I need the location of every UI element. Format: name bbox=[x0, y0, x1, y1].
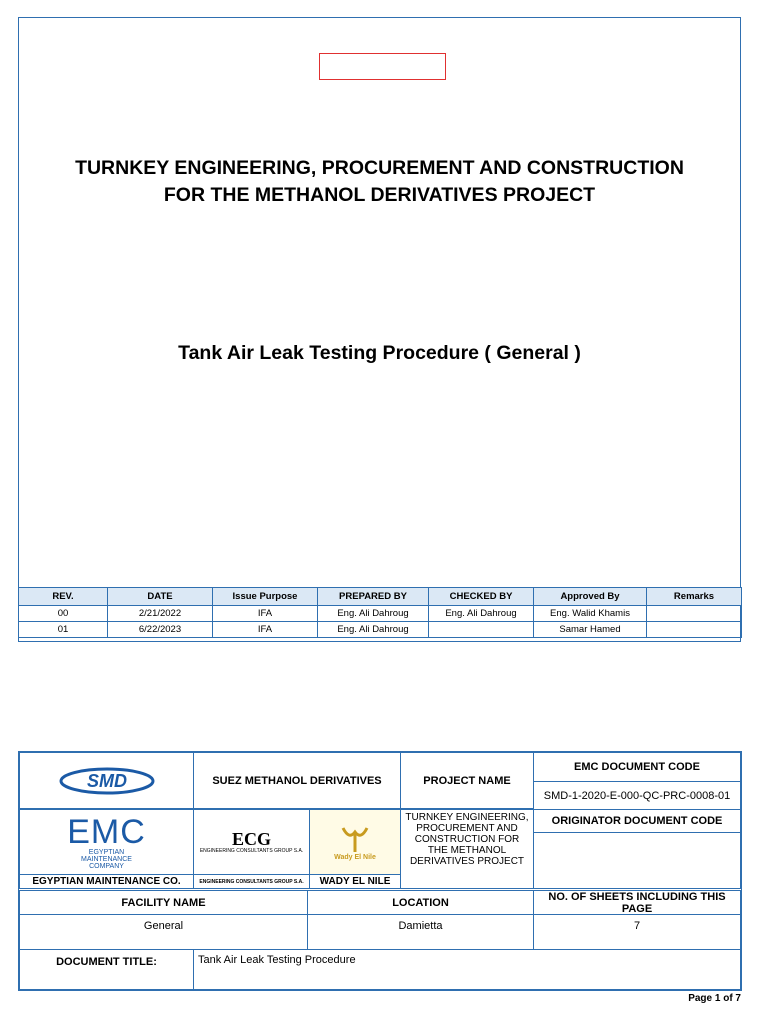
consultant-name: ENGINEERING CONSULTANTS GROUP S.A. bbox=[193, 874, 310, 889]
cell-prepared-by: Eng. Ali Dahroug bbox=[318, 622, 429, 638]
cell-approved-by: Eng. Walid Khamis bbox=[534, 606, 647, 622]
cell-checked-by: Eng. Ali Dahroug bbox=[429, 606, 534, 622]
facility-name-value: General bbox=[19, 914, 308, 950]
cell-issue-purpose: IFA bbox=[213, 622, 318, 638]
client-name: SUEZ METHANOL DERIVATIVES bbox=[193, 752, 401, 809]
cell-date: 2/21/2022 bbox=[108, 606, 213, 622]
title-block bbox=[18, 751, 742, 991]
ecg-logo-text: ECG bbox=[231, 829, 271, 849]
project-title-line-2: FOR THE METHANOL DERIVATIVES PROJECT bbox=[163, 184, 596, 206]
project-name-label: PROJECT NAME bbox=[400, 752, 534, 809]
cell-issue-purpose: IFA bbox=[213, 606, 318, 622]
svg-text:SMD: SMD bbox=[86, 770, 127, 791]
emc-logo-text: EMC bbox=[67, 812, 146, 851]
originator-code-label: ORIGINATOR DOCUMENT CODE bbox=[533, 809, 741, 833]
header-approved-by: Approved By bbox=[534, 588, 647, 606]
facility-name-label: FACILITY NAME bbox=[19, 890, 308, 915]
header-remarks: Remarks bbox=[647, 588, 742, 606]
wady-el-nile-logo bbox=[309, 809, 401, 875]
sheets-value: 7 bbox=[533, 914, 741, 950]
table-row bbox=[19, 606, 742, 622]
smd-logo-icon bbox=[57, 761, 157, 801]
location-value: Damietta bbox=[307, 914, 534, 950]
revision-header-row bbox=[19, 588, 742, 606]
header-prepared-by: PREPARED BY bbox=[318, 588, 429, 606]
wady-logo-icon bbox=[337, 824, 373, 854]
cell-checked-by bbox=[429, 622, 534, 638]
header-rev: REV. bbox=[19, 588, 108, 606]
emc-logo-subtitle: EGYPTIAN MAINTENANCE COMPANY bbox=[81, 848, 132, 870]
location-label: LOCATION bbox=[307, 890, 534, 915]
emc-logo bbox=[19, 809, 194, 875]
table-row bbox=[19, 622, 742, 638]
wady-el-nile-name: WADY EL NILE bbox=[309, 874, 401, 889]
header-checked-by: CHECKED BY bbox=[429, 588, 534, 606]
cell-rev: 00 bbox=[19, 606, 108, 622]
cell-approved-by: Samar Hamed bbox=[534, 622, 647, 638]
cell-rev: 01 bbox=[19, 622, 108, 638]
document-title-value: Tank Air Leak Testing Procedure bbox=[193, 949, 741, 990]
project-title-line-1: TURNKEY ENGINEERING, PROCUREMENT AND CONSTRUCTION bbox=[75, 157, 684, 179]
cell-remarks bbox=[647, 606, 742, 622]
wady-logo-text: Wady El Nile bbox=[334, 853, 376, 861]
stamp-box bbox=[319, 53, 446, 80]
smd-logo bbox=[19, 752, 194, 809]
cell-prepared-by: Eng. Ali Dahroug bbox=[318, 606, 429, 622]
revision-table bbox=[18, 587, 742, 638]
emc-document-code: SMD-1-2020-E-000-QC-PRC-0008-01 bbox=[533, 781, 741, 810]
document-title-label: DOCUMENT TITLE: bbox=[19, 949, 194, 990]
header-date: DATE bbox=[108, 588, 213, 606]
ecg-logo-subtitle: ENGINEERING CONSULTANTS GROUP S.A. bbox=[199, 848, 304, 854]
sheets-label: NO. OF SHEETS INCLUDING THIS PAGE bbox=[533, 890, 741, 915]
emc-code-label: EMC DOCUMENT CODE bbox=[533, 752, 741, 782]
header-issue-purpose: Issue Purpose bbox=[213, 588, 318, 606]
document-title: Tank Air Leak Testing Procedure ( General ) bbox=[178, 342, 581, 364]
originator-document-code bbox=[533, 832, 741, 889]
cell-remarks bbox=[647, 622, 742, 638]
ecg-logo bbox=[193, 809, 310, 875]
cover-frame bbox=[18, 17, 741, 642]
contractor-name: EGYPTIAN MAINTENANCE CO. bbox=[19, 874, 194, 889]
page-number: Page 1 of 7 bbox=[688, 993, 741, 1004]
cell-date: 6/22/2023 bbox=[108, 622, 213, 638]
project-name: TURNKEY ENGINEERING, PROCUREMENT AND CONSTRUCTION FOR THE METHANOL DERIVATIVES PROJECT bbox=[400, 809, 534, 889]
